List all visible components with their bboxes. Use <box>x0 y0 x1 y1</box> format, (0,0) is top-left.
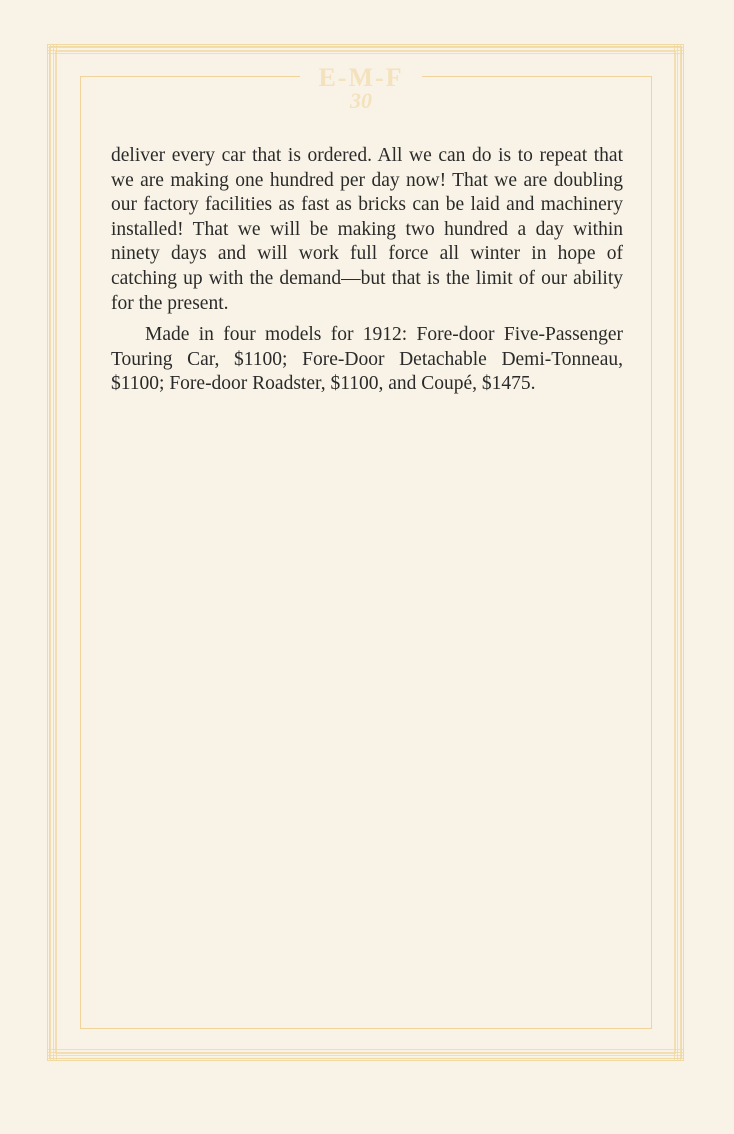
right-border-rule <box>674 44 684 1061</box>
paragraph-2: Made in four models for 1912: Fore-door Five-Passenger Touring Car, $1100; Fore-Door Detachable Demi-Tonneau, $1100; Fore-door Roadster, $1100, and Coupé, $1475. <box>111 324 623 395</box>
logo-number: 30 <box>350 88 372 113</box>
body-text <box>111 144 623 397</box>
emf-logo <box>300 62 422 118</box>
logo-text: E-M-F <box>318 63 404 92</box>
paragraph-1: deliver every car that is ordered. All we can do is to repeat that we are making one hundred per day now! That we are doubling our factory facilities as fast as bricks can be laid and machinery installed! That we will be making two hundred a day within ninety days and will work full force all winter in hope of catching up with the demand—but that is the limit of our ability for the present. <box>111 145 623 314</box>
bottom-border-rule <box>47 1049 684 1061</box>
top-border-rule <box>47 44 684 54</box>
left-border-rule <box>47 44 57 1061</box>
